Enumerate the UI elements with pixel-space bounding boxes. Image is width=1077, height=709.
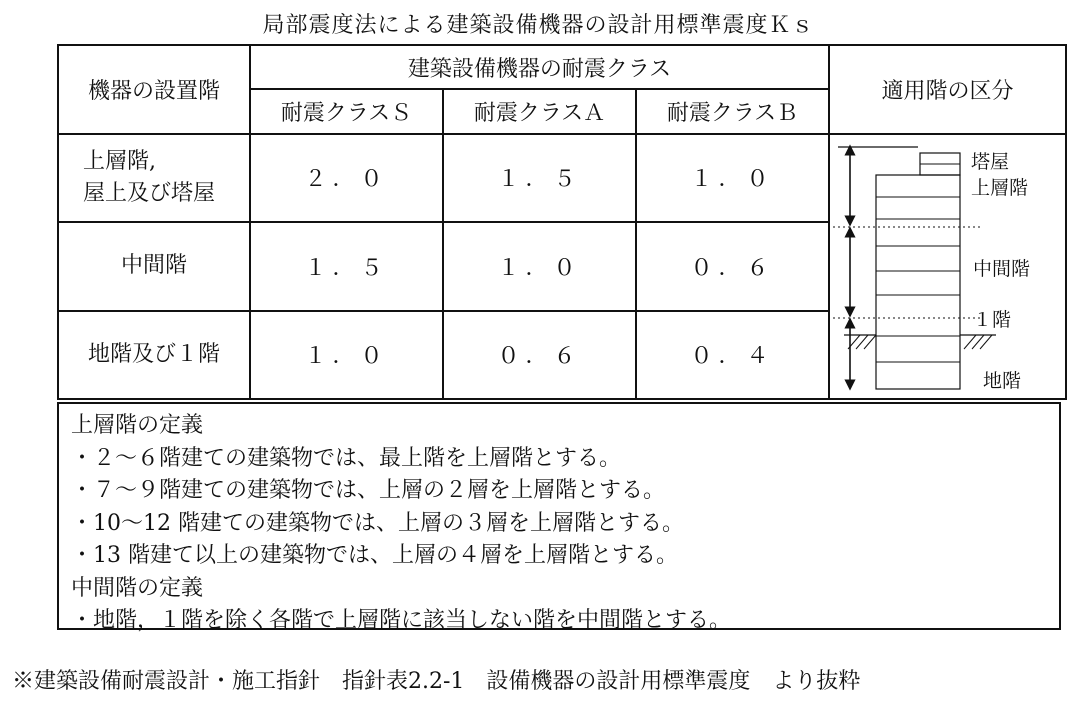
middle-floor-definition-title: 中間階の定義 — [71, 575, 204, 601]
value-upper-b: １．０ — [636, 134, 829, 223]
table-row — [58, 134, 1066, 223]
value-upper-s: ２．０ — [250, 134, 443, 223]
header-division: 適用階の区分 — [829, 45, 1066, 134]
value-basement-b: ０．４ — [636, 311, 829, 400]
source-note: ※建築設備耐震設計・施工指針 指針表2.2-1 設備機器の設計用標準震度 より抜粋 — [12, 669, 861, 694]
table-title: 局部震度法による建築設備機器の設計用標準震度Ｋｓ — [262, 13, 815, 38]
floor-basement: 地階及び１階 — [58, 311, 250, 400]
label-penthouse: 塔屋 — [971, 150, 1010, 173]
header-class-group: 建築設備機器の耐震クラス — [250, 45, 829, 89]
building-body — [876, 175, 960, 389]
middle-definition-item: ・地階，１階を除く各階で上層階に該当しない階を中間階とする。 — [71, 608, 732, 633]
upper-definition-item: ・７～９階建ての建築物では、上層の２層を上層階とする。 — [71, 478, 666, 503]
value-upper-a: １．５ — [443, 134, 636, 223]
upper-floor-definition-title: 上層階の定義 — [71, 413, 204, 438]
label-middle: 中間階 — [973, 257, 1031, 280]
definitions-box — [57, 402, 1061, 633]
label-first: １階 — [973, 308, 1012, 331]
upper-definition-item: ・13 階建て以上の建築物では、上層の４層を上層階とする。 — [71, 543, 678, 568]
value-basement-s: １．０ — [250, 311, 443, 400]
header-class-b: 耐震クラスＢ — [636, 89, 829, 133]
upper-definition-item: ・２～６階建ての建築物では、最上階を上層階とする。 — [71, 445, 622, 471]
ground-hatch — [848, 335, 992, 349]
floor-division-diagram — [829, 134, 1066, 400]
value-middle-b: ０．６ — [636, 222, 829, 311]
header-class-s: 耐震クラスＳ — [250, 89, 443, 133]
floor-upper — [58, 134, 250, 223]
upper-definition-item: ・10～12 階建ての建築物では、上層の３層を上層階とする。 — [71, 510, 684, 536]
seismic-coefficient-table — [57, 44, 1067, 400]
floor-label-line2: 屋上及び塔屋 — [83, 180, 216, 206]
floor-label-line1: 上層階, — [83, 148, 156, 174]
header-floor: 機器の設置階 — [58, 45, 250, 134]
label-basement: 地階 — [983, 369, 1022, 392]
value-basement-a: ０．６ — [443, 311, 636, 400]
floor-middle: 中間階 — [58, 222, 250, 311]
value-middle-a: １．０ — [443, 222, 636, 311]
header-class-a: 耐震クラスＡ — [443, 89, 636, 133]
value-middle-s: １．５ — [250, 222, 443, 311]
label-upper: 上層階 — [971, 176, 1029, 199]
